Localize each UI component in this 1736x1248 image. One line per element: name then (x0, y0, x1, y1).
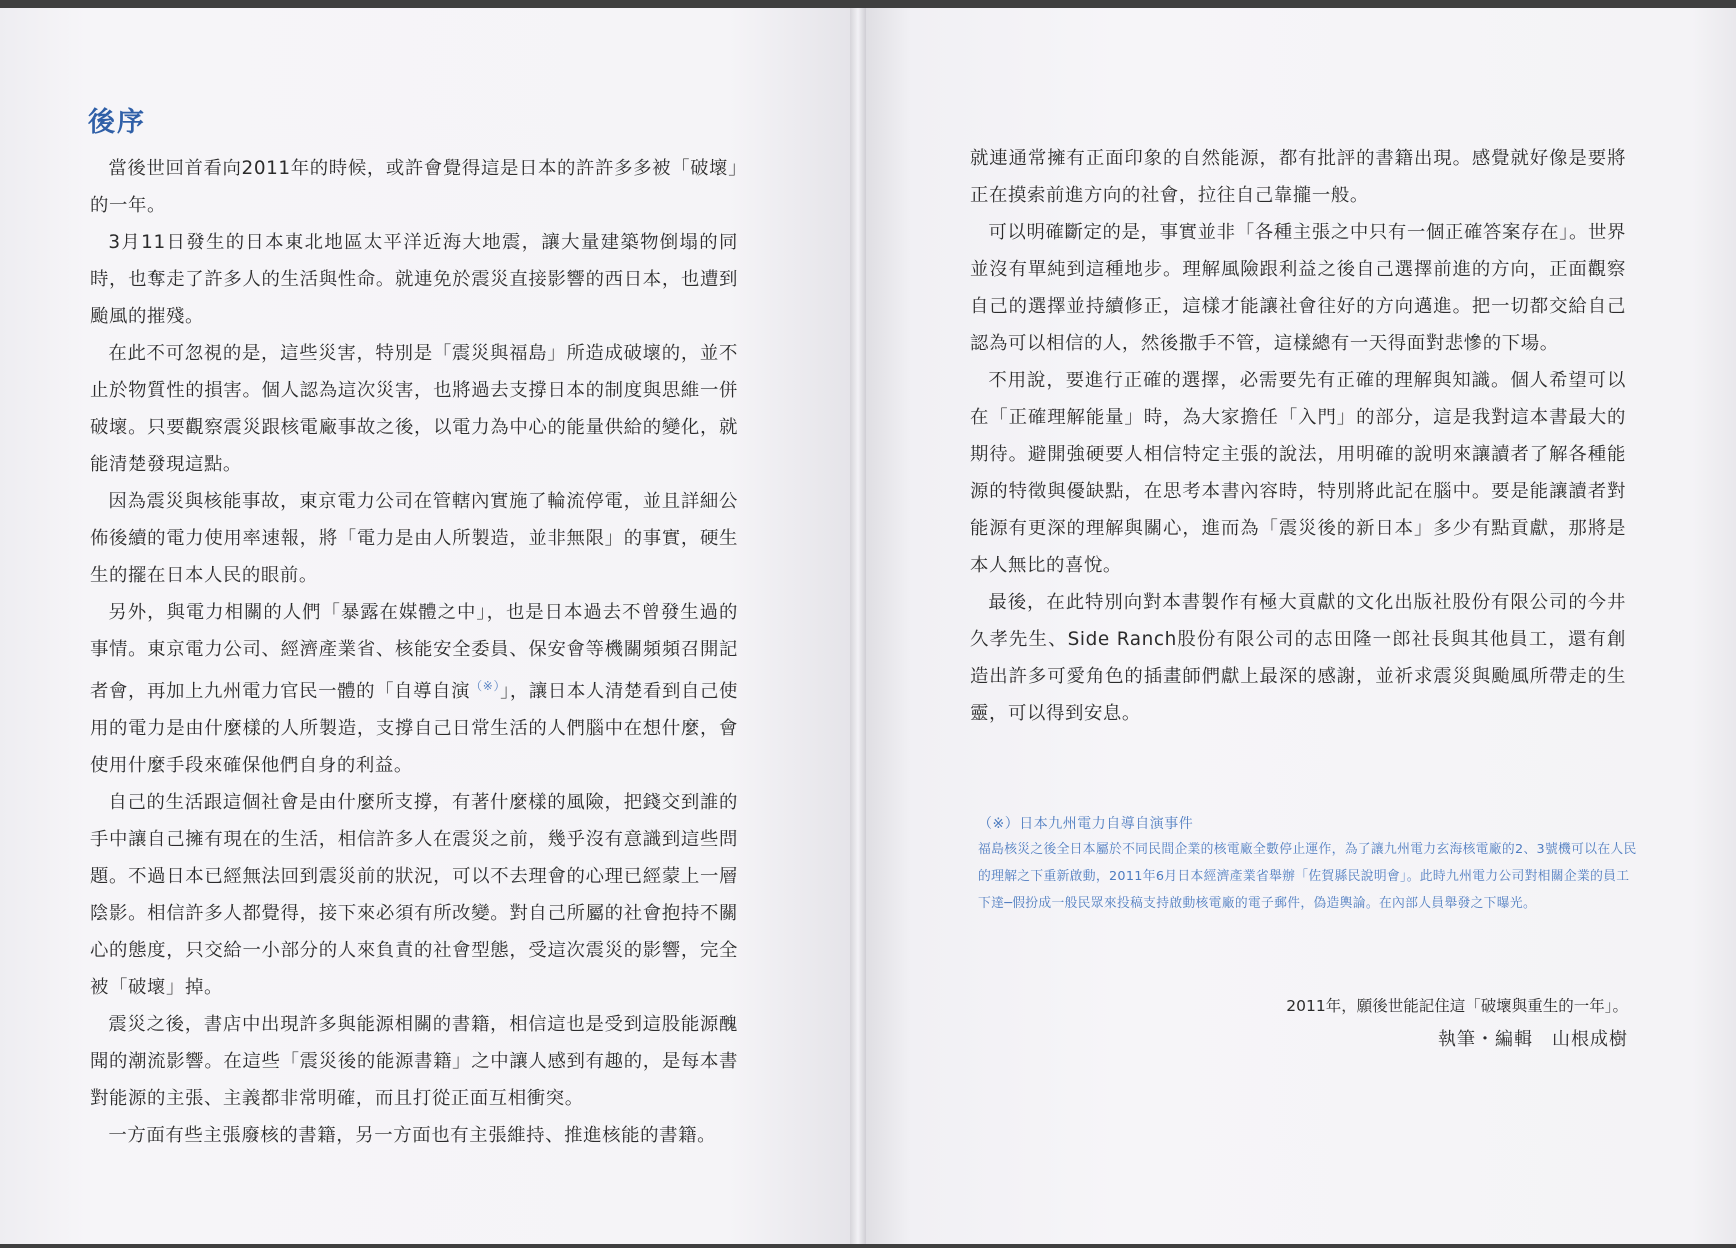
left-body-text (90, 150, 738, 1154)
page-title: 後序 (88, 107, 146, 138)
paragraph-continuation: 就連通常擁有正面印象的自然能源，都有批評的書籍出現。感覺就好像是要將正在摸索前進方向的社會，拉往自己靠攏一般。 (970, 148, 1626, 206)
closing-line: 2011年，願後世能記住這「破壞與重生的一年」。 (1286, 997, 1628, 1015)
footnote-body: 福島核災之後全日本屬於不同民間企業的核電廠全數停止運作，為了讓九州電力玄海核電廠的2、3號機可以在人民的理解之下重新啟動，2011年6月日本經濟產業省舉辦「佐賀縣民說明會」。此時九州電力公司對相關企業的員工下達─假扮成一般民眾來投稿支持啟動核電廠的電子郵件，偽造輿論。在內部人員舉發之下曝光。 (978, 842, 1637, 911)
footnote-reference-mark: （※） (470, 679, 501, 693)
paragraph: 一方面有些主張廢核的書籍，另一方面也有主張維持、推進核能的書籍。 (108, 1125, 717, 1147)
paragraph: 因為震災與核能事故，東京電力公司在管轄內實施了輪流停電，並且詳細公佈後續的電力使用率速報，將「電力是由人所製造，並非無限」的事實，硬生生的擺在日本人民的眼前。 (90, 491, 738, 586)
paragraph: 自己的生活跟這個社會是由什麼所支撐，有著什麼樣的風險，把錢交到誰的手中讓自己擁有現在的生活，相信許多人在震災之前，幾乎沒有意識到這些問題。不過日本已經無法回到震災前的狀況，可以不去理會的心理已經蒙上一層陰影。相信許多人都覺得，接下來必須有所改變。對自己所屬的社會抱持不關心的態度，只交給一小部分的人來負責的社會型態，受這次震災的影響，完全被「破壞」掉。 (90, 792, 738, 999)
author-signature: 執筆・編輯 山根成樹 (1438, 1029, 1628, 1050)
paragraph-text: 另外，與電力相關的人們「暴露在媒體之中」，也是日本過去不曾發生過的事情。東京電力公司、經濟產業省、核能安全委員、保安會等機關頻頻召開記者會，再加上九州電力官民一體的「自導自演 (90, 602, 738, 703)
paragraph: 最後，在此特別向對本書製作有極大貢獻的文化出版社股份有限公司的今井久孝先生、Side Ranch股份有限公司的志田隆一郎社長與其他員工，還有創造出許多可愛角色的插畫師們獻上最深的感謝，並祈求震災與颱風所帶走的生靈，可以得到安息。 (970, 592, 1626, 724)
paragraph: 在此不可忽視的是，這些災害，特別是「震災與福島」所造成破壞的，並不止於物質性的損害。個人認為這次災害，也將過去支撐日本的制度與思維一併破壞。只要觀察震災跟核電廠事故之後，以電力為中心的能量供給的變化，就能清楚發現這點。 (90, 343, 738, 475)
footnote-title: （※）日本九州電力自導自演事件 (978, 816, 1194, 832)
paragraph: 震災之後，書店中出現許多與能源相關的書籍，相信這也是受到這股能源醜聞的潮流影響。在這些「震災後的能源書籍」之中讓人感到有趣的，是每本書對能源的主張、主義都非常明確，而且打從正面互相衝突。 (90, 1014, 738, 1110)
paragraph: 當後世回首看向2011年的時候，或許會覺得這是日本的許許多多被「破壞」的一年。 (90, 158, 738, 216)
paragraph-text: 」，讓日本人清楚看到自己使用的電力是由什麼樣的人所製造，支撐自己日常生活的人們腦中在想什麼，會使用什麼手段來確保他們自身的利益。 (90, 681, 738, 777)
right-body-text (970, 140, 1626, 732)
paragraph-with-footnote-ref (90, 594, 738, 784)
paragraph: 可以明確斷定的是，事實並非「各種主張之中只有一個正確答案存在」。世界並沒有單純到這種地步。理解風險跟利益之後自己選擇前進的方向，正面觀察自己的選擇並持續修正，這樣才能讓社會往好的方向邁進。把一切都交給自己認為可以相信的人，然後撒手不管，這樣總有一天得面對悲慘的下場。 (970, 222, 1626, 354)
closing-block (1080, 992, 1628, 1060)
footnote (978, 812, 1638, 917)
paragraph: 3月11日發生的日本東北地區太平洋近海大地震，讓大量建築物倒塌的同時，也奪走了許多人的生活與性命。就連免於震災直接影響的西日本，也遭到颱風的摧殘。 (90, 232, 738, 327)
paragraph: 不用說，要進行正確的選擇，必需要先有正確的理解與知識。個人希望可以在「正確理解能量」時，為大家擔任「入門」的部分，這是我對這本書最大的期待。避開強硬要人相信特定主張的說法，用明確的說明來讓讀者了解各種能源的特徵與優缺點，在思考本書內容時，特別將此記在腦中。要是能讓讀者對能源有更深的理解與關心，進而為「震災後的新日本」多少有點貢獻，那將是本人無比的喜悅。 (970, 370, 1626, 576)
book-gutter (850, 8, 866, 1244)
